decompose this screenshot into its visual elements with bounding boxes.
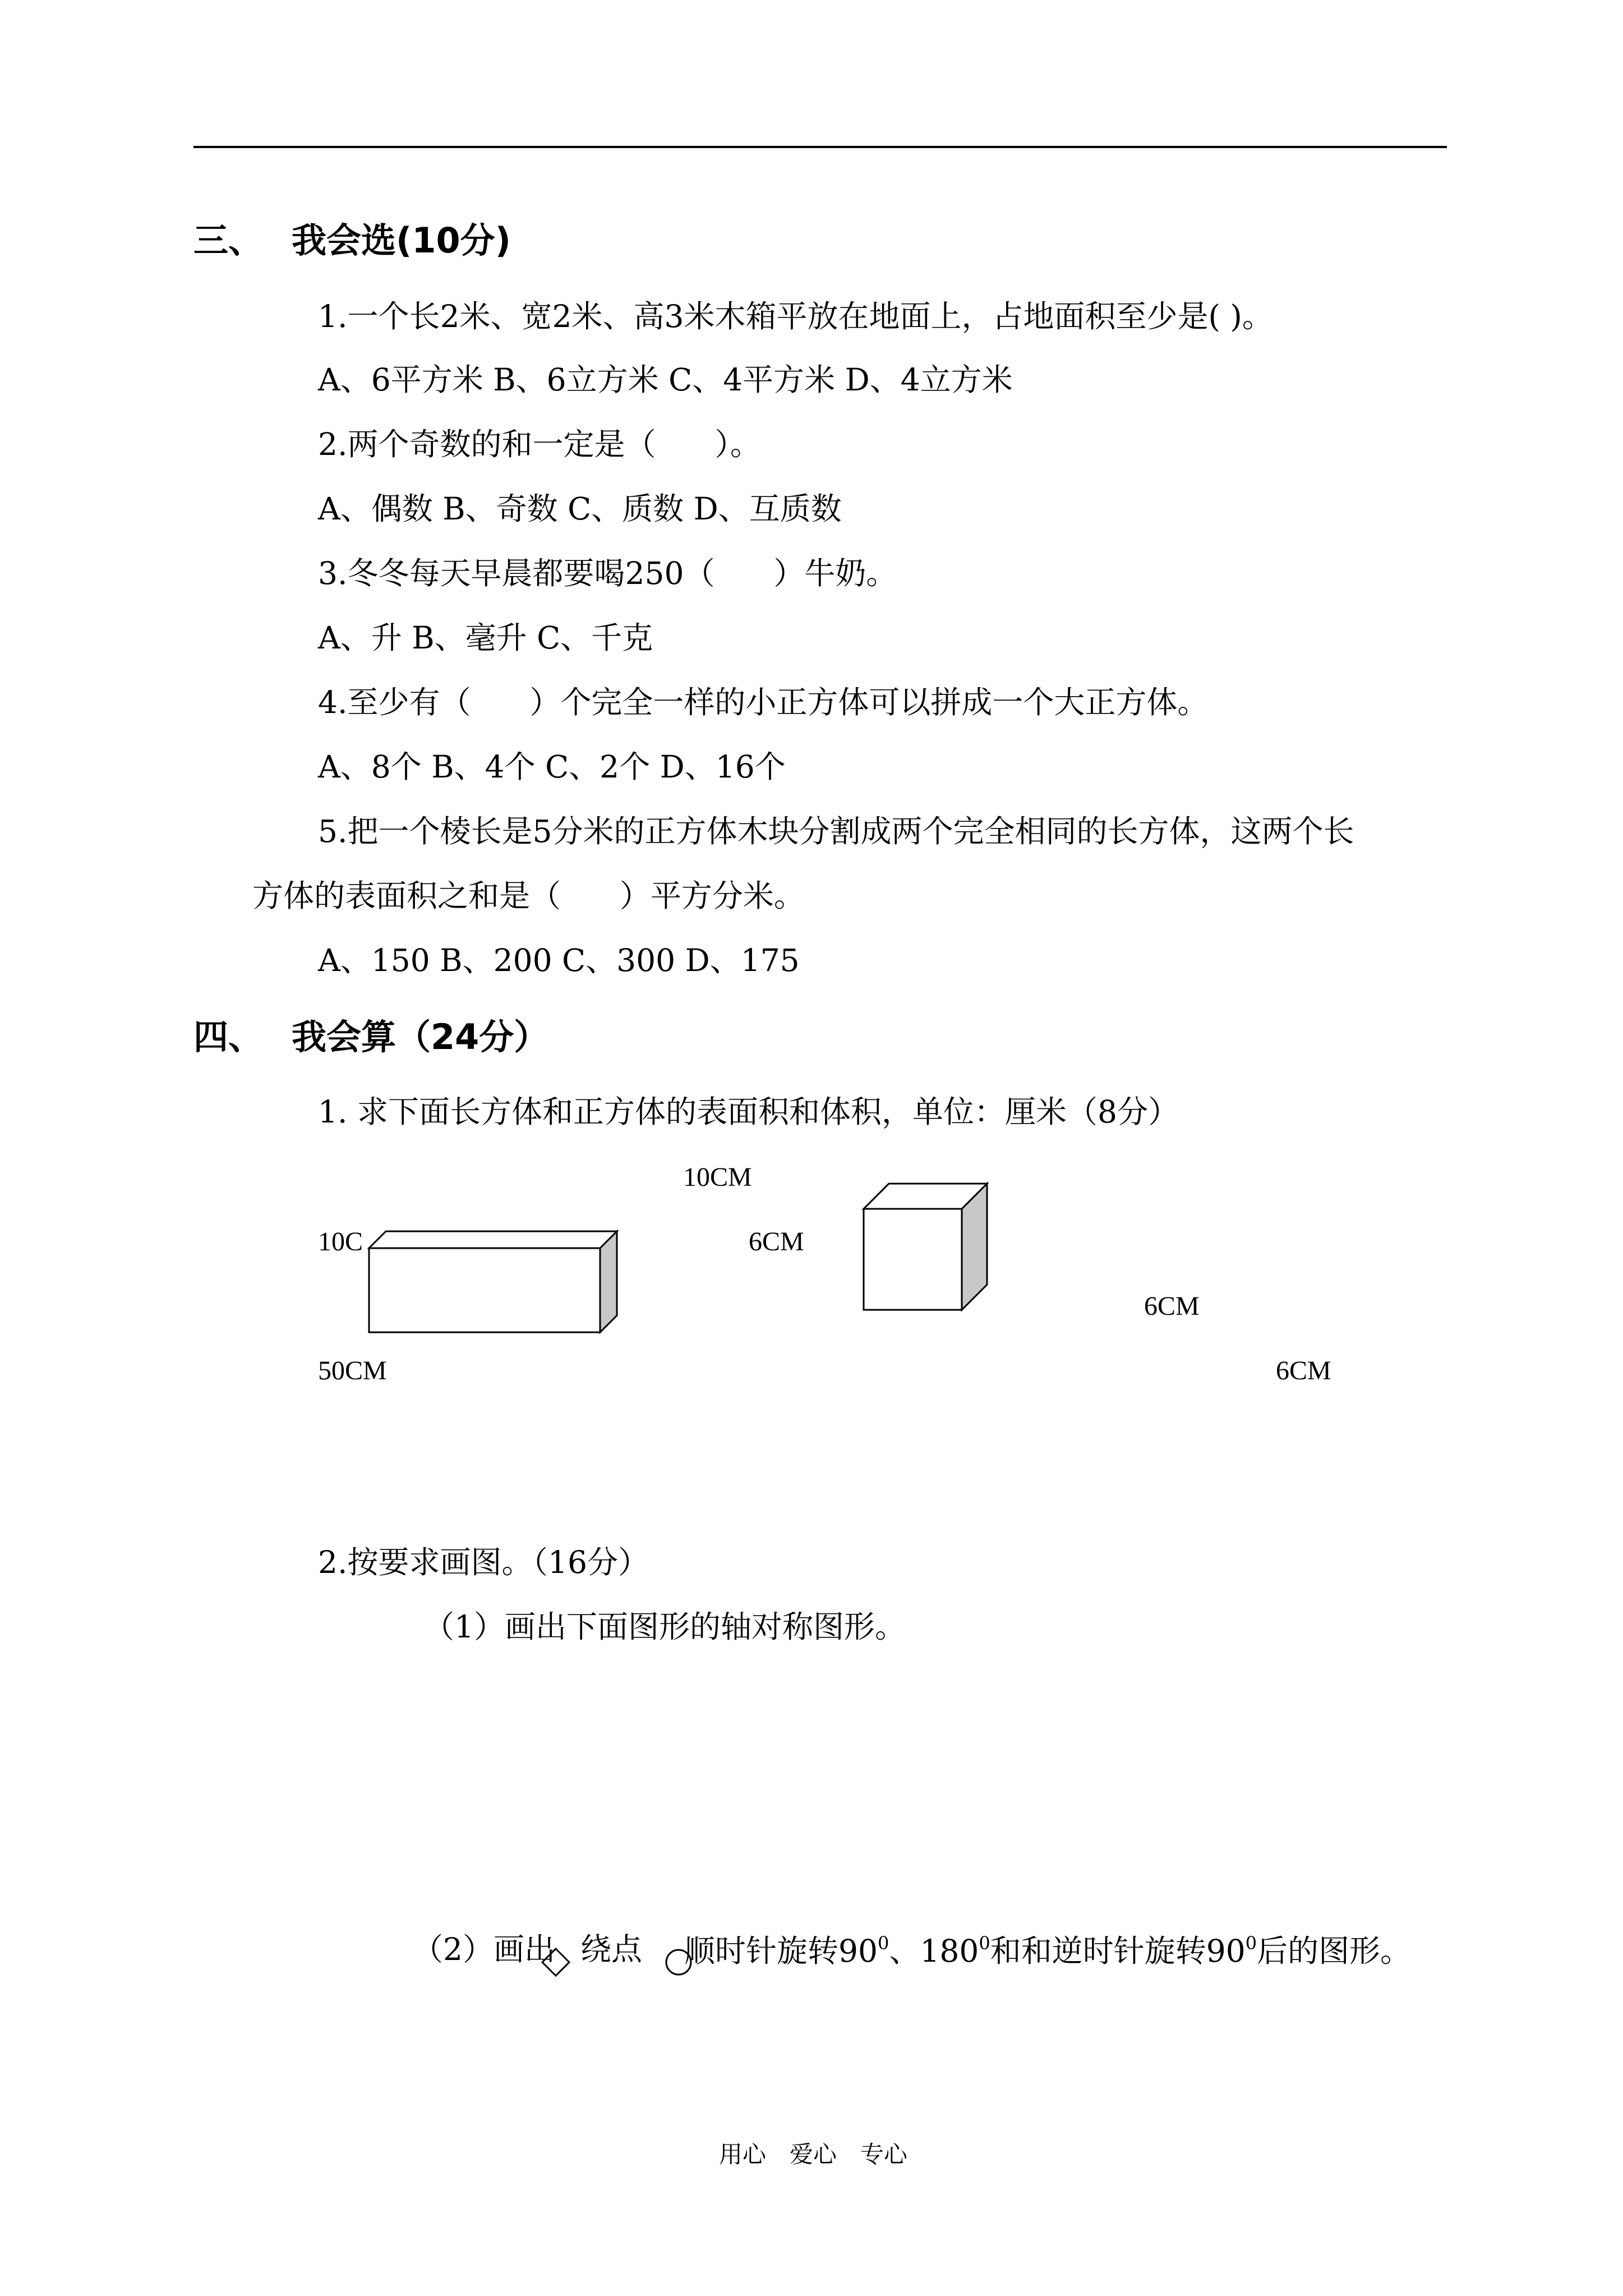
cube-depth-label: 6CM <box>1144 1291 1200 1321</box>
question-2-options: A、偶数 B、奇数 C、质数 D、互质数 <box>318 491 842 527</box>
question-5-line-1: 5.把一个棱长是5分米的正方体木块分割成两个完全相同的长方体，这两个长 <box>318 813 1354 849</box>
question-3-options: A、升 B、毫升 C、千克 <box>318 620 653 656</box>
question-1-options: A、6平方米 B、6立方米 C、4平方米 D、4立方米 <box>318 362 1013 398</box>
page-footer: 用心 爱心 专心 <box>719 2141 908 2168</box>
cuboid-depth-label: 10CM <box>683 1162 752 1192</box>
cuboid-height-label: 10C <box>318 1227 363 1257</box>
question-2: 2.两个奇数的和一定是（ ）。 <box>318 426 761 462</box>
section-4-question-2-2-part-a: （2）画出 <box>412 1931 555 1967</box>
question-1: 1.一个长2米、宽2米、高3米木箱平放在地面上，占地面积至少是( )。 <box>318 298 1273 334</box>
cube-figure <box>858 1178 993 1301</box>
cuboid-front-face <box>369 1248 600 1332</box>
section-4-question-2: 2.按要求画图。（16分） <box>318 1544 649 1580</box>
cuboid-length-label: 50CM <box>318 1356 387 1386</box>
section-3-number: 三、 <box>193 220 264 261</box>
section-4-question-2-1: （1）画出下面图形的轴对称图形。 <box>423 1609 906 1645</box>
diamond-shape-icon <box>540 1947 571 1978</box>
question-4-options: A、8个 B、4个 C、2个 D、16个 <box>318 749 786 785</box>
cuboid-figure <box>359 1203 628 1259</box>
question-5-options: A、150 B、200 C、300 D、175 <box>318 942 800 978</box>
section-4-question-1: 1. 求下面长方体和正方体的表面积和体积，单位：厘米（8分） <box>318 1094 1179 1130</box>
section-4-question-2-2-rest: 顺时针旋转$90^0$、$180^0$和和逆时针旋转$90^0$后的图形。 <box>684 1932 1412 1969</box>
cube-front-face <box>864 1209 962 1310</box>
section-3-title: 我会选(10分) <box>292 220 511 261</box>
question-5-line-2: 方体的表面积之和是（ ）平方分米。 <box>252 878 805 914</box>
section-4-question-2-2-part-b: 绕点 <box>580 1931 643 1967</box>
question-4: 4.至少有（ ）个完全一样的小正方体可以拼成一个大正方体。 <box>318 684 1209 720</box>
cuboid-side-face <box>600 1231 617 1332</box>
section-4-title: 我会算（24分） <box>292 1016 549 1057</box>
header-rule <box>193 146 1447 148</box>
question-3: 3.冬冬每天早晨都要喝250（ ）牛奶。 <box>318 555 897 591</box>
section-4-number: 四、 <box>193 1016 264 1057</box>
cube-width-label: 6CM <box>1276 1356 1331 1386</box>
cube-height-label: 6CM <box>749 1227 804 1257</box>
cuboid-top-face <box>369 1231 617 1248</box>
